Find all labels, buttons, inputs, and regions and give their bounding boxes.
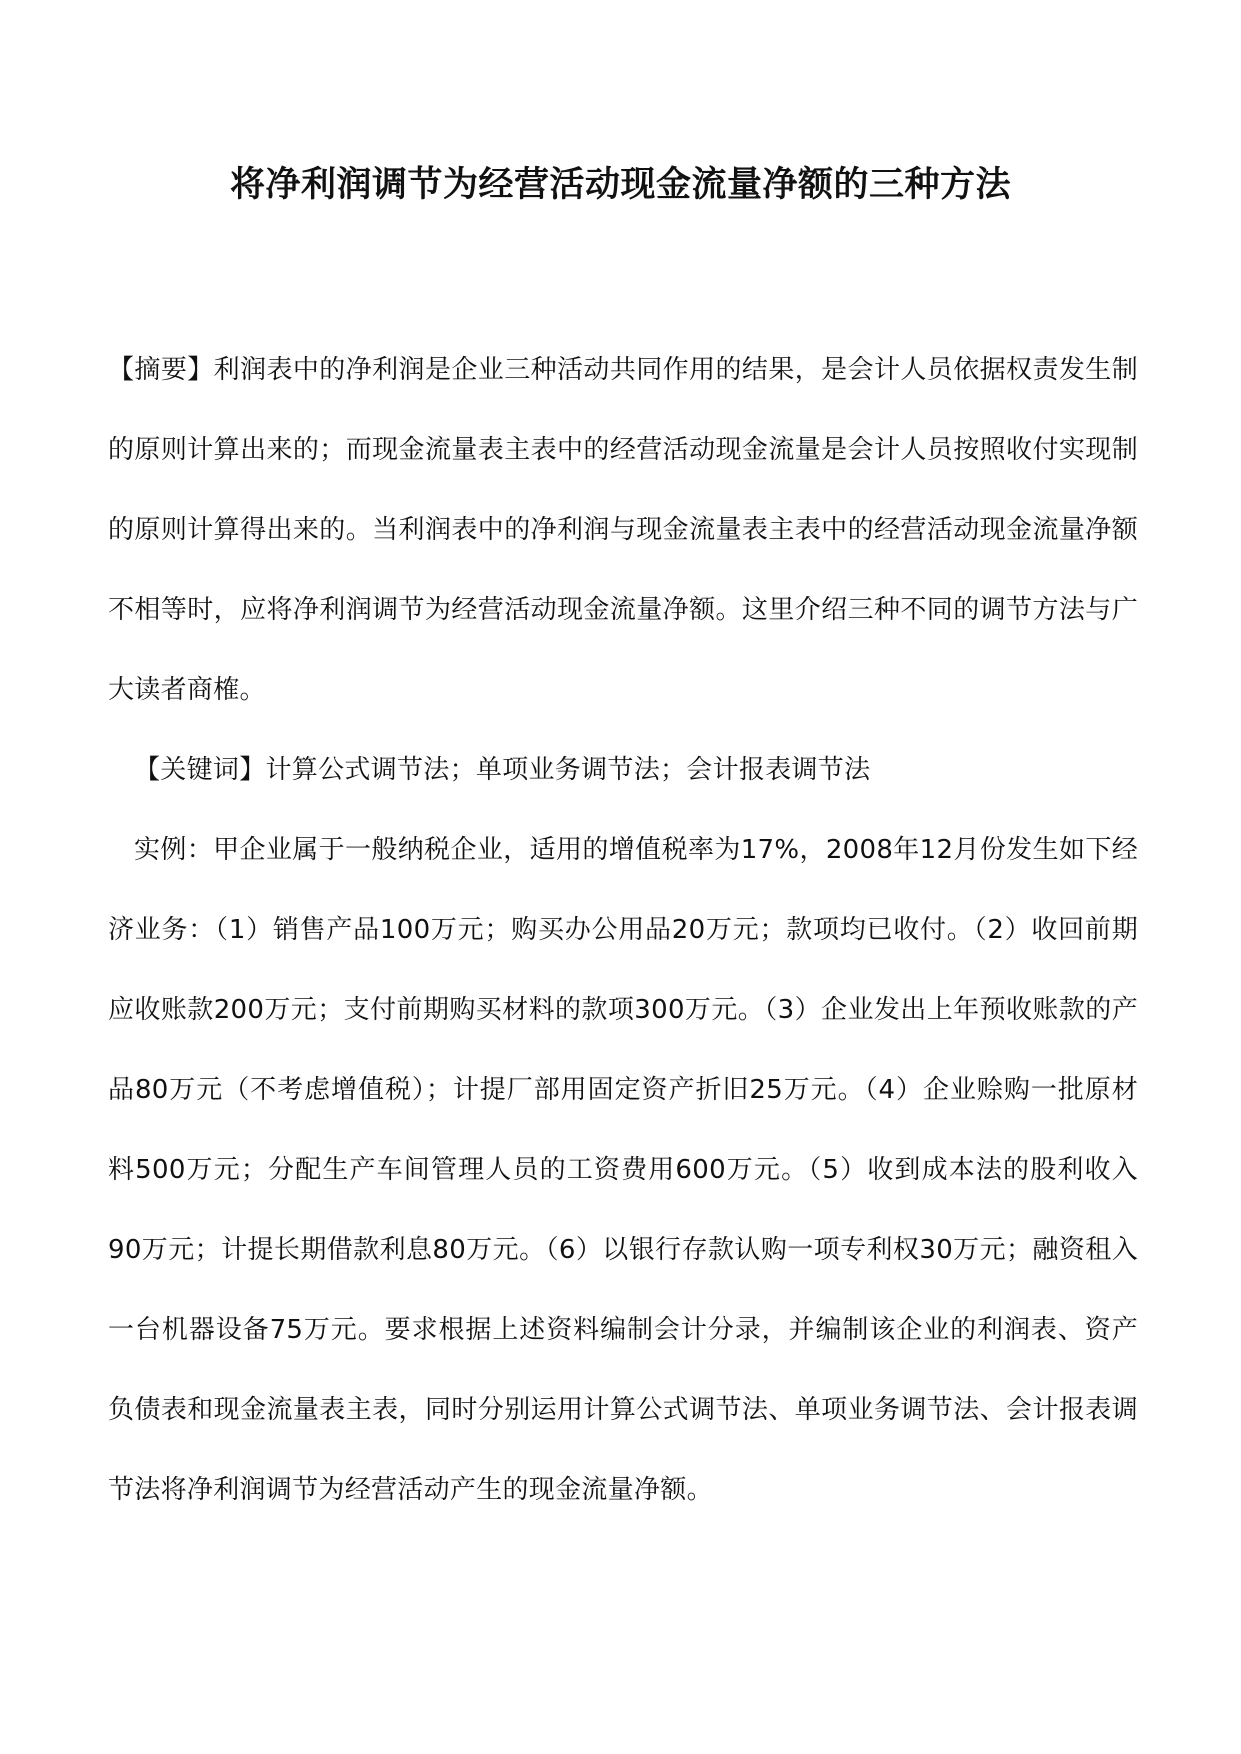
keywords-paragraph: 【关键词】计算公式调节法；单项业务调节法；会计报表调节法 [134,755,871,785]
abstract-paragraph: 【摘要】利润表中的净利润是企业三种活动共同作用的结果，是会计人员依据权责发生制的原则计算出来的；而现金流量表主表中的经营活动现金流量是会计人员按照收付实现制的原则计算得出来的。当利润表中的净利润与现金流量表主表中的经营活动现金流量净额不相等时，应将净利润调节为经营活动现金流量净额。这里介绍三种不同的调节方法与广大读者商榷。 [108,355,1138,705]
example-paragraph: 实例：甲企业属于一般纳税企业，适用的增值税率为17%，2008年12月份发生如下经济业务：（1）销售产品100万元；购买办公用品20万元；款项均已收付。（2）收回前期应收账款200万元；支付前期购买材料的款项300万元。（3）企业发出上年预收账款的产品80万元（不考虑增值税）；计提厂部用固定资产折旧25万元。（4）企业赊购一批原材料500万元；分配生产车间管理人员的工资费用600万元。（5）收到成本法的股利收入90万元；计提长期借款利息80万元。（6）以银行存款认购一项专利权30万元；融资租入一台机器设备75万元。要求根据上述资料编制会计分录，并编制该企业的利润表、资产负债表和现金流量表主表，同时分别运用计算公式调节法、单项业务调节法、会计报表调节法将净利润调节为经营活动产生的现金流量净额。 [108,835,1138,1505]
document-title: 将净利润调节为经营活动现金流量净额的三种方法 [229,164,1011,205]
